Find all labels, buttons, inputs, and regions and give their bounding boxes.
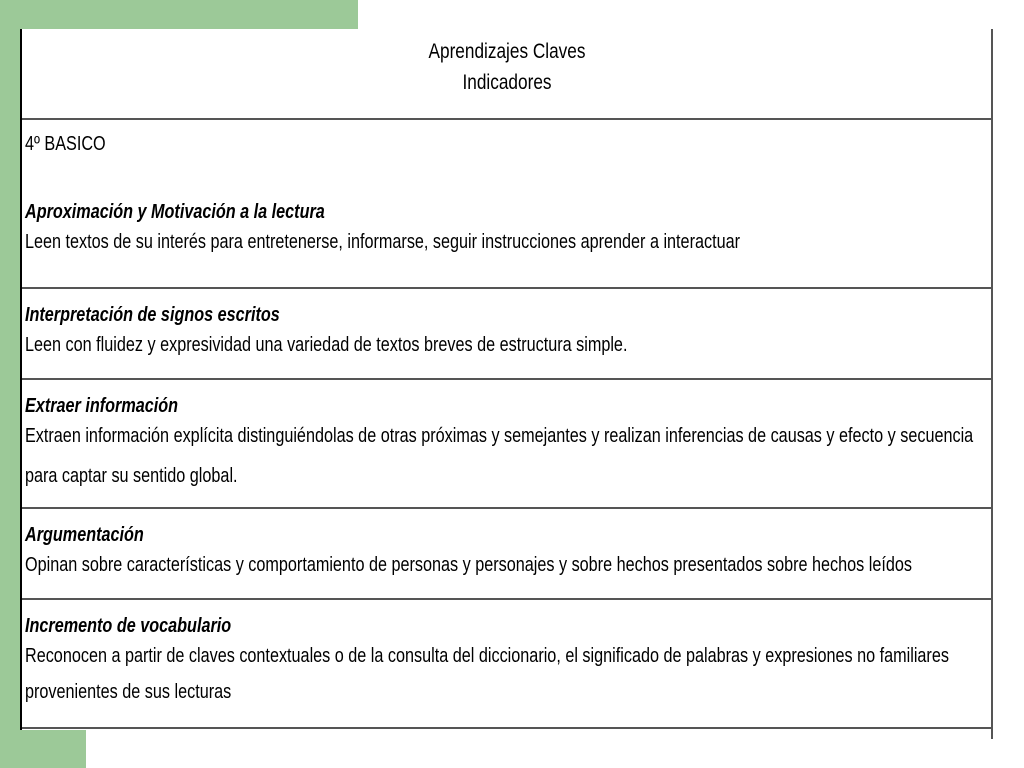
table-row-4	[25, 520, 989, 580]
header-title: Aprendizajes Claves	[428, 40, 586, 63]
header-divider	[22, 118, 992, 120]
row-divider	[22, 598, 992, 600]
row-description-line-1: Extraen información explícita distinguiéndolas de otras próximas y semejantes y realizan inferencias de causas y efecto y secuencia	[25, 425, 974, 447]
row-title: Extraer información	[25, 395, 179, 417]
row-title: Aproximación y Motivación a la lectura	[25, 201, 325, 223]
row-title: Incremento de vocabulario	[25, 615, 232, 637]
row-divider	[22, 507, 992, 509]
top-green-bar	[0, 0, 358, 29]
row-description-line-2: provenientes de sus lecturas	[25, 681, 232, 703]
table-row-3	[25, 391, 989, 491]
header-subtitle: Indicadores	[462, 71, 552, 94]
row-description: Opinan sobre características y comportamiento de personas y personajes y sobre hechos presentados sobre hechos leídos	[25, 554, 913, 576]
table-bottom-border	[22, 727, 992, 729]
left-green-bar	[0, 0, 20, 768]
table-row-2	[25, 300, 989, 360]
row-divider	[22, 378, 992, 380]
row-divider	[22, 287, 992, 289]
table-right-border	[991, 29, 993, 739]
row-description: Leen con fluidez y expresividad una variedad de textos breves de estructura simple.	[25, 334, 628, 356]
grade-level: 4º BASICO	[25, 133, 106, 155]
row-description-line-1: Reconocen a partir de claves contextuales o de la consulta del diccionario, el significado de palabras y expresiones no familiares	[25, 645, 949, 667]
table-row-1	[25, 129, 989, 257]
table-header	[109, 36, 904, 98]
row-title: Interpretación de signos escritos	[25, 304, 280, 326]
row-description-line-2: para captar su sentido global.	[25, 465, 238, 487]
table-row-5	[25, 611, 989, 707]
row-title: Argumentación	[25, 524, 144, 546]
row-description: Leen textos de su interés para entretenerse, informarse, seguir instrucciones aprender a interactuar	[25, 231, 741, 253]
bottom-green-block	[0, 730, 86, 768]
